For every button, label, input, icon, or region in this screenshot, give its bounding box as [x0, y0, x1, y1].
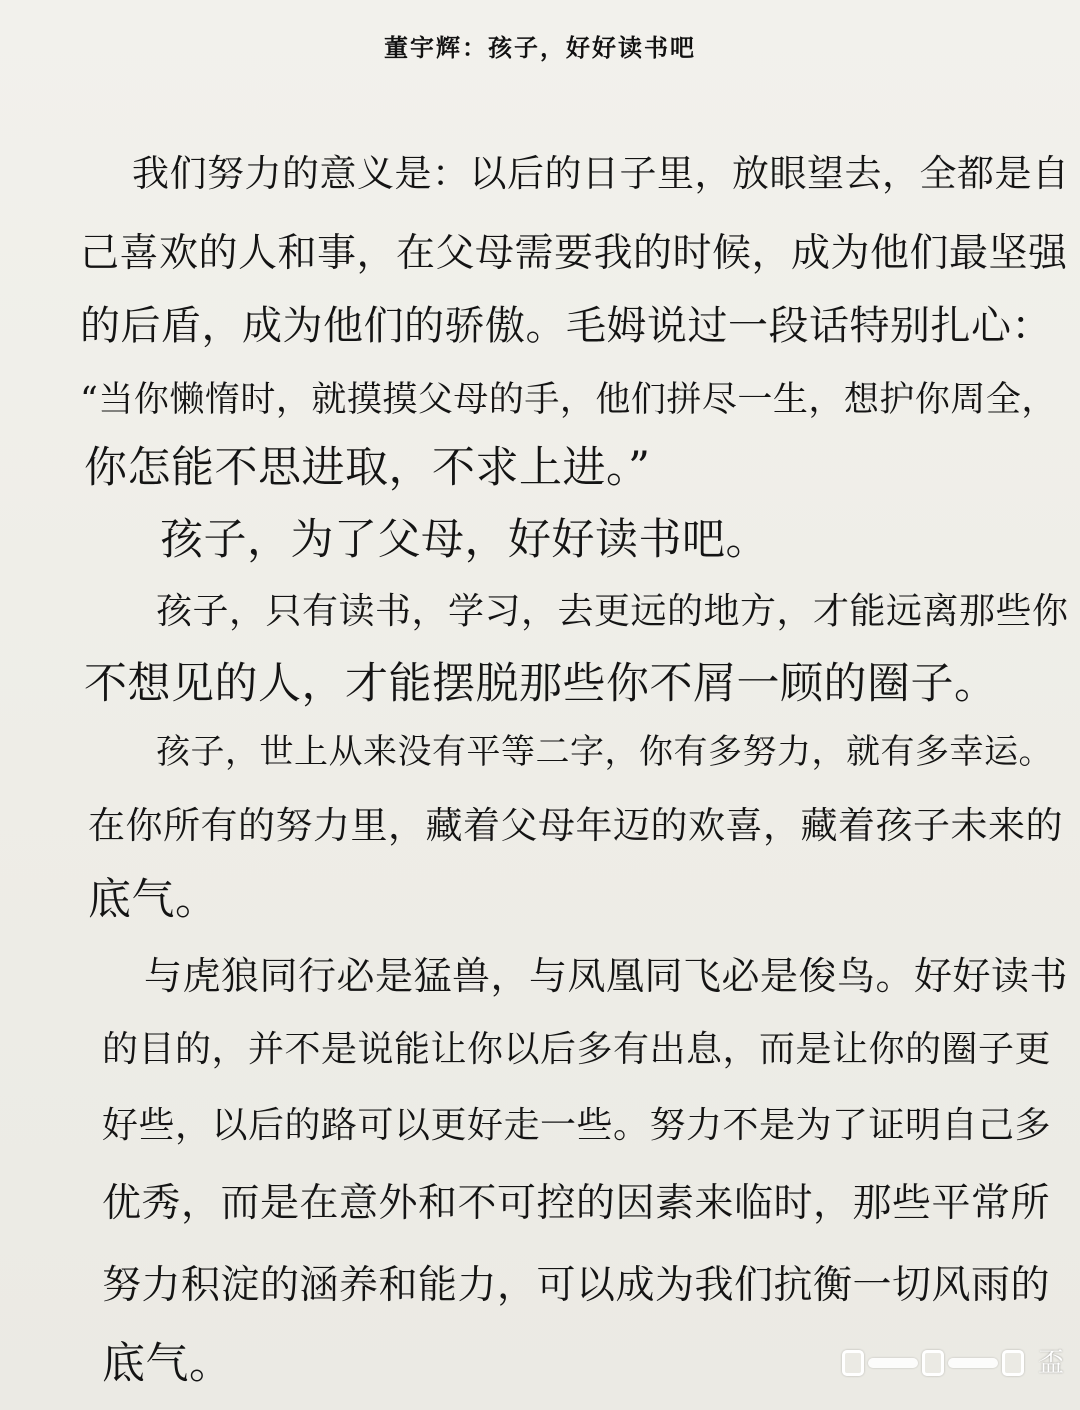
text-line: 孩子，为了父母，好好读书吧。: [160, 515, 769, 565]
text-line: 与虎狼同行必是猛兽，与凤凰同飞必是俊鸟。好好读书: [144, 954, 1069, 998]
text-line: 在你所有的努力里，藏着父母年迈的欢喜，藏着孩子未来的: [88, 804, 1063, 847]
text-line: 好些，以后的路可以更好走一些。努力不是为了证明自己多: [102, 1105, 1052, 1146]
text-line: “当你懒惰时，就摸摸父母的手，他们拼尽一生，想护你周全，: [80, 380, 1057, 420]
watermark-glyph: 盃: [1038, 1348, 1065, 1378]
text-line: 不想见的人，才能摆脱那些你不屑一顾的圈子。: [84, 659, 998, 709]
text-line: 己喜欢的人和事，在父母需要我的时候，成为他们最坚强: [80, 231, 1068, 276]
text-line: 的后盾，成为他们的骄傲。毛姆说过一段话特别扎心：: [80, 303, 1052, 349]
watermark-bar: [868, 1358, 918, 1368]
text-line: 底气。: [102, 1339, 233, 1389]
bracket-icon: [1002, 1350, 1024, 1376]
text-line: 的目的，并不是说能让你以后多有出息，而是让你的圈子更: [102, 1029, 1052, 1070]
text-line: 我们努力的意义是：以后的日子里，放眼望去，全都是自: [132, 152, 1070, 195]
page-title: 董宇辉：孩子，好好读书吧: [384, 33, 696, 62]
bracket-icon: [922, 1350, 944, 1376]
watermark-bar: [948, 1358, 998, 1368]
watermark: [842, 1346, 1072, 1382]
text-line: 你怎能不思进取，不求上进。”: [84, 443, 651, 493]
text-line: 孩子，只有读书，学习，去更远的地方，才能远离那些你: [156, 591, 1069, 632]
text-line: 底气。: [88, 875, 219, 925]
text-line: 努力积淀的涵养和能力，可以成为我们抗衡一切风雨的: [102, 1263, 1051, 1308]
text-line: 孩子，世上从来没有平等二字，你有多努力，就有多幸运。: [156, 732, 1053, 772]
text-line: 优秀，而是在意外和不可控的因素来临时，那些平常所: [102, 1181, 1051, 1226]
bracket-icon: [842, 1350, 864, 1376]
